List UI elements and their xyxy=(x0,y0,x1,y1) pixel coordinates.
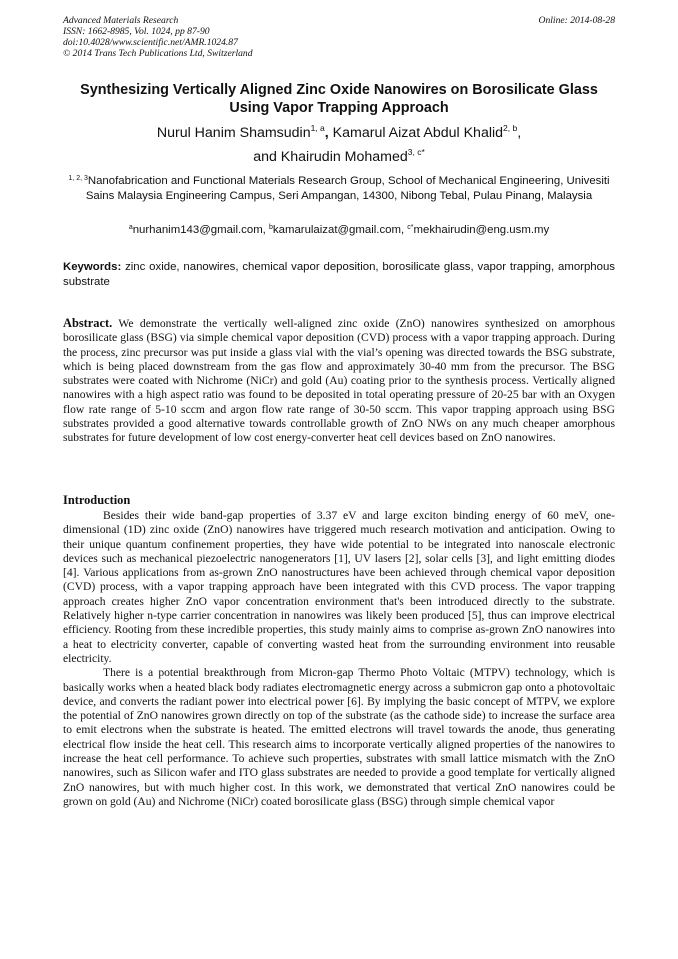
author-emails xyxy=(63,223,615,237)
online-date: Online: 2014-08-28 xyxy=(538,15,615,26)
author-line-2 xyxy=(63,145,615,169)
abstract-label: Abstract. xyxy=(63,316,113,330)
email-link: kamarulaizat@gmail.com, xyxy=(272,224,408,236)
author-separator: , xyxy=(517,125,522,141)
keywords-label: Keywords: xyxy=(63,261,122,273)
affiliation xyxy=(63,174,615,203)
copyright-line: © 2014 Trans Tech Publications Ltd, Switzerland xyxy=(63,48,253,59)
affiliation-text: Nanofabrication and Functional Materials Research Group, School of Mechanical Engineering, Univesiti Sains Malaysia Engineering Campus, Seri Ampangan, 14300, Nibong Tebal, Pulau Pinang, Malaysia xyxy=(85,175,610,202)
keywords-text: zinc oxide, nanowires, chemical vapor deposition, borosilicate glass, vapor trapping, amorphous substrate xyxy=(63,261,615,288)
email-mark: c* xyxy=(407,224,414,231)
email-mark: b xyxy=(269,224,273,231)
email-mark: a xyxy=(128,224,133,231)
author-affiliation-mark: 1, a xyxy=(310,123,325,133)
issn-line: ISSN: 1662-8985, Vol. 1024, pp 87-90 xyxy=(63,26,210,37)
abstract xyxy=(63,316,615,446)
section-heading-introduction: Introduction xyxy=(63,493,131,507)
journal-meta xyxy=(63,15,253,59)
author-affiliation-mark: 3, c* xyxy=(407,147,425,157)
affiliation-mark: 1, 2, 3 xyxy=(68,175,88,182)
introduction-body xyxy=(63,509,615,809)
email-link: mekhairudin@eng.usm.my xyxy=(413,224,550,236)
author-name: Nurul Hanim Shamsudin xyxy=(156,125,311,141)
paragraph: There is a potential breakthrough from Micron-gap Thermo Photo Voltaic (MTPV) technology, which is basically works when a heated black body radiates electromagnetic energy across a submicron gap onto a photovoltaic device, and converts the radiant power into electrical power [6]. By implying the basic concept of MTPV, we explore the potential of ZnO nanowires grown directly on top of the substrate (as the cathode side) to increase the surface area to emit electrons when the substrate is heated. The emitted electrons will travel towards the anode, thus generating electrical flow inside the heat cell. This research aims to incorporate vertically aligned properties of the nanowires to increase the heat cell performance. To achieve such properties, substrates with small lattice mismatch with the ZnO nanowires, such as Silicon wafer and ITO glass substrates are needed to provide a good template for vertically aligned ZnO nanowires, but with much higher cost. In this work, we demonstrated that vertical ZnO nanowires could be grown on gold (Au) and Nichrome (NiCr) coated borosilicate glass (BSG) through simple chemical vapor xyxy=(63,666,615,808)
author-list xyxy=(63,121,615,169)
author-affiliation-mark: 2, b xyxy=(503,123,518,133)
email-link: nurhanim143@gmail.com, xyxy=(132,224,270,236)
author-name: Kamarul Aizat Abdul Khalid xyxy=(328,125,504,141)
paragraph: Besides their wide band-gap properties of 3.37 eV and large exciton binding energy of 60 meV, one-dimensional (1D) zinc oxide (ZnO) nanowires have triggered much research motivation and anticipation. Owing to their unique quantum confinement properties, they have wide potential to be integrated into nanoscale electronic devices such as mechanical piezoelectric nanogenerators [1], UV lasers [2], solar cells [3], and light emitting diodes [4]. Various applications from as-grown ZnO nanostructures have been achieved through chemical vapor deposition (CVD) process, with a vapor trapping approach have been integrated with this CVD process. The vapor trapping approach creates higher ZnO vapor concentration environment that's been introduced directly to the substrate. Relatively higher n-type carrier concentration in nanowires was likely been produced [5], thus can improve electrical efficiency. Rooting from these incredible properties, this study mainly aims to comprise as-grown ZnO nanowires into a heat to electricity converter, capable of converting wasted heat from the surrounding environment into reusable electricity. xyxy=(63,509,615,665)
author-line-1 xyxy=(63,121,615,145)
doi-line: doi:10.4028/www.scientific.net/AMR.1024.87 xyxy=(63,37,238,48)
paper-title: Synthesizing Vertically Aligned Zinc Oxide Nanowires on Borosilicate Glass Using Vapor Trapping Approach xyxy=(80,82,598,116)
author-separator: , xyxy=(324,125,329,141)
journal-name: Advanced Materials Research xyxy=(63,15,179,26)
keywords xyxy=(63,260,615,289)
abstract-text: We demonstrate the vertically well-aligned zinc oxide (ZnO) nanowires synthesized on amorphous borosilicate glass (BSG) via simple chemical vapor deposition (CVD) process with a vapor trapping approach. During the process, zinc precursor was put inside a glass vial with the vial’s opening was directed towards the BSG substrate, which is being placed downstream from the gas flow and approximately 30-40 mm from the precursor. The BSG substrates were coated with Nichrome (NiCr) and gold (Au) coating prior to the synthesis process. Vertically aligned nanowires with a high aspect ratio was found to be deposited in total operating pressure of 20-25 bar with an Oxygen flow rate range of 5-10 sccm and argon flow rate range of 30-50 sccm. This vapor trapping approach using BSG substrates provided a good alternative towards controllable growth of ZnO NWs on any much cheaper amorphous substrates for future development of low cost energy-converter heat cell devices based on ZnO nanowires. xyxy=(63,317,615,445)
author-name: and Khairudin Mohamed xyxy=(253,149,408,165)
